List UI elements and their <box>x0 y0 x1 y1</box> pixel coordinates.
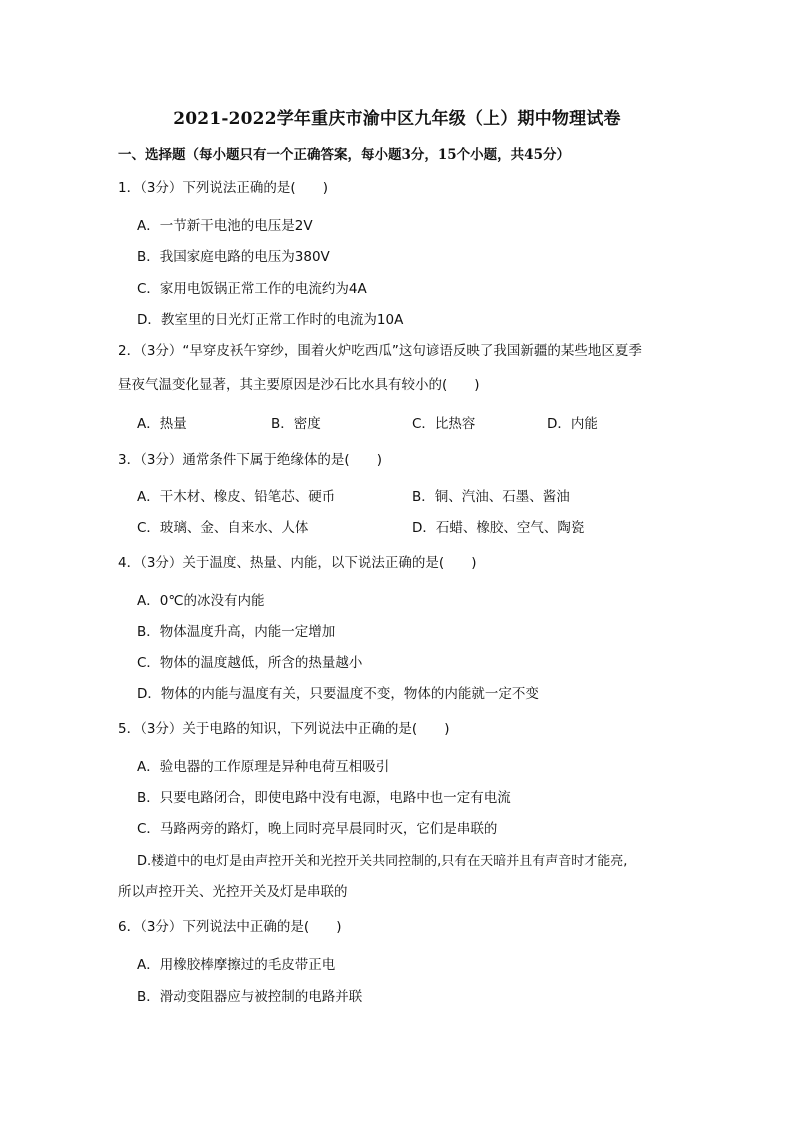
question-2-stem-line-1: 2．（3分）“早穿皮袄午穿纱，围着火炉吃西瓜”这句谚语反映了我国新疆的某些地区夏季 <box>118 343 642 359</box>
question-2-option-c: C．比热容 <box>412 416 476 432</box>
question-2-option-b: B．密度 <box>271 416 321 432</box>
question-3-option-c: C．玻璃、金、自来水、人体 <box>137 520 309 536</box>
question-5-stem: 5．（3分）关于电路的知识，下列说法中正确的是( ) <box>118 721 450 737</box>
question-2-option-d: D．内能 <box>547 416 598 432</box>
question-2-option-a: A．热量 <box>137 416 187 432</box>
question-4-option-a: A．0℃的冰没有内能 <box>137 593 265 609</box>
question-4-stem: 4．（3分）关于温度、热量、内能，以下说法正确的是( ) <box>118 555 477 571</box>
question-5-option-b: B．只要电路闭合，即使电路中没有电源，电路中也一定有电流 <box>137 790 511 806</box>
question-6-option-a: A．用橡胶棒摩擦过的毛皮带正电 <box>137 957 336 973</box>
question-6-option-b: B．滑动变阻器应与被控制的电路并联 <box>137 989 363 1005</box>
question-5-option-a: A．验电器的工作原理是异种电荷互相吸引 <box>137 759 390 775</box>
question-1-stem: 1．（3分）下列说法正确的是( ) <box>118 180 328 196</box>
section-heading-multiple-choice: 一、选择题（每小题只有一个正确答案，每小题3分，15个小题，共45分） <box>118 147 570 163</box>
question-1-option-d: D．教室里的日光灯正常工作时的电流为10A <box>137 312 404 328</box>
question-5-option-d: D.楼道中的电灯是由声控开关和光控开关共同控制的,只有在天暗并且有声音时才能亮, <box>137 854 628 869</box>
question-1-option-c: C．家用电饭锅正常工作的电流约为4A <box>137 281 367 297</box>
question-1-option-b: B．我国家庭电路的电压为380V <box>137 249 330 265</box>
question-3-stem: 3．（3分）通常条件下属于绝缘体的是( ) <box>118 452 382 468</box>
question-3-option-b: B．铜、汽油、石墨、酱油 <box>412 489 570 505</box>
exam-title: 2021-2022学年重庆市渝中区九年级（上）期中物理试卷 <box>173 109 621 129</box>
question-1-option-a: A．一节新干电池的电压是2V <box>137 218 313 234</box>
question-5-option-c: C．马路两旁的路灯，晚上同时亮早晨同时灭，它们是串联的 <box>137 821 498 837</box>
question-2-stem-line-2: 昼夜气温变化显著，其主要原因是沙石比水具有较小的( ) <box>118 377 480 393</box>
question-3-option-d: D．石蜡、橡胶、空气、陶瓷 <box>412 520 585 536</box>
question-6-stem: 6．（3分）下列说法中正确的是( ) <box>118 919 342 935</box>
question-4-option-c: C．物体的温度越低，所含的热量越小 <box>137 655 363 671</box>
question-5-option-d-continued: 所以声控开关、光控开关及灯是串联的 <box>118 884 348 900</box>
question-3-option-a: A．干木材、橡皮、铅笔芯、硬币 <box>137 489 336 505</box>
question-4-option-d: D．物体的内能与温度有关，只要温度不变，物体的内能就一定不变 <box>137 686 539 702</box>
question-4-option-b: B．物体温度升高，内能一定增加 <box>137 624 336 640</box>
